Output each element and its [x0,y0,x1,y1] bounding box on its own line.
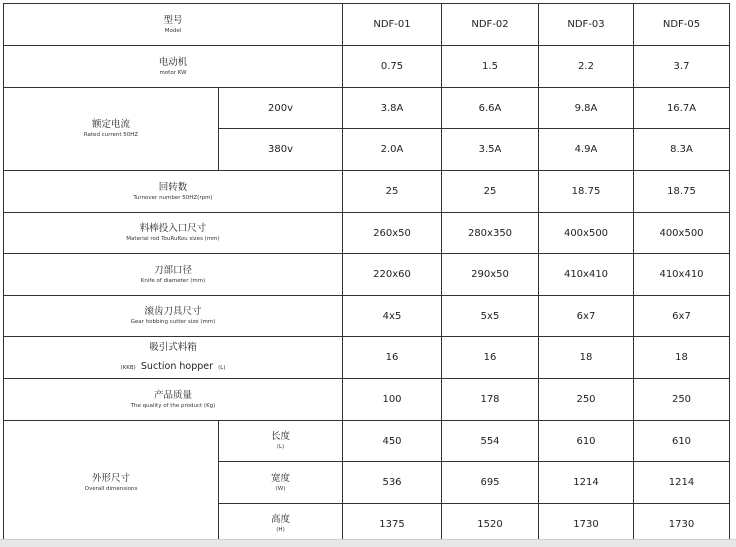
motor-value: 2.2 [539,46,634,88]
knife-label-cell [4,254,343,296]
hopper-label-suffix: (L) [218,365,226,371]
model-ndf-02: NDF-02 [442,4,539,46]
material-row [4,213,730,254]
hopper-row [4,337,730,379]
length-value: 610 [539,421,634,462]
current-value: 3.5A [442,129,539,171]
width-value: 1214 [634,462,730,504]
hobbing-value: 6x7 [634,296,730,337]
quality-value: 100 [343,379,442,421]
model-label-cell [4,4,343,46]
motor-row [4,46,730,88]
turnover-value: 18.75 [634,171,730,213]
width-value: 1214 [539,462,634,504]
hobbing-row [4,296,730,337]
motor-label-en: motor KW [159,69,187,76]
current-label-cn: 额定电流 [91,119,130,130]
turnover-value: 25 [442,171,539,213]
quality-label-en: The quality of the product (Kg) [130,402,216,409]
width-label-cell [219,462,343,504]
width-label-en: (W) [275,485,286,492]
length-value: 554 [442,421,539,462]
motor-label-cn: 电动机 [158,56,188,68]
motor-label-cell [4,46,343,88]
current-label-cell [4,88,219,171]
model-ndf-05: NDF-05 [634,4,730,46]
spec-table [3,3,730,545]
height-value: 1375 [343,504,442,545]
motor-value: 0.75 [343,46,442,88]
current-200v-row [4,88,730,129]
height-label-en: (H) [276,527,285,533]
current-value: 6.6A [442,88,539,129]
hobbing-value: 4x5 [343,296,442,337]
knife-value: 410x410 [634,254,730,296]
turnover-label-cn: 回转数 [158,181,188,193]
hopper-value: 16 [442,337,539,379]
material-label-en: Material rod TouRuKou sizes (mm) [126,236,220,242]
width-label-cn: 宽度 [270,472,290,484]
model-label-cn: 型号 [163,14,183,26]
length-label-en: (L) [276,444,285,450]
material-value: 400x500 [634,213,730,254]
hopper-label-cn: 吸引式料箱 [149,342,197,353]
quality-value: 250 [634,379,730,421]
motor-value: 3.7 [634,46,730,88]
turnover-value: 18.75 [539,171,634,213]
hobbing-label-cn: 滚齿刀具尺寸 [144,306,202,317]
length-value: 450 [343,421,442,462]
width-value: 695 [442,462,539,504]
dimensions-label-cn: 外形尺寸 [91,472,130,484]
hopper-value: 16 [343,337,442,379]
current-value: 16.7A [634,88,730,129]
hopper-value: 18 [539,337,634,379]
length-label-cell [219,421,343,462]
height-value: 1730 [634,504,730,545]
width-value: 536 [343,462,442,504]
knife-row [4,254,730,296]
turnover-label-cell [4,171,343,213]
quality-label-cell [4,379,343,421]
current-label-en: Rated current 50HZ [83,132,139,138]
height-value: 1730 [539,504,634,545]
motor-value: 1.5 [442,46,539,88]
current-value: 3.8A [343,88,442,129]
hobbing-label-cell [4,296,343,337]
model-label-en: Model [164,27,182,34]
hopper-label-cell [4,337,343,379]
current-value: 9.8A [539,88,634,129]
length-row [4,421,730,462]
hopper-value: 18 [634,337,730,379]
hobbing-value: 6x7 [539,296,634,337]
dimensions-label-en: Overall dimensions [84,485,138,492]
hopper-label-prefix: (KKB) [120,365,136,371]
material-value: 260x50 [343,213,442,254]
knife-value: 290x50 [442,254,539,296]
hobbing-value: 5x5 [442,296,539,337]
model-ndf-01: NDF-01 [343,4,442,46]
material-label-cell [4,213,343,254]
turnover-value: 25 [343,171,442,213]
quality-value: 178 [442,379,539,421]
material-value: 280x350 [442,213,539,254]
knife-value: 220x60 [343,254,442,296]
knife-label-cn: 刀部口径 [153,264,192,276]
knife-value: 410x410 [539,254,634,296]
quality-row [4,379,730,421]
current-value: 4.9A [539,129,634,171]
dimensions-label-cell [4,421,219,545]
length-value: 610 [634,421,730,462]
voltage-380v-label: 380v [219,129,343,171]
quality-label-cn: 产品质量 [153,389,192,401]
turnover-label-en: Turnover number 50HZ(rpm) [133,194,213,201]
current-value: 2.0A [343,129,442,171]
turnover-row [4,171,730,213]
height-value: 1520 [442,504,539,545]
model-ndf-03: NDF-03 [539,4,634,46]
current-value: 8.3A [634,129,730,171]
quality-value: 250 [539,379,634,421]
material-label-cn: 料棒投入口尺寸 [139,223,207,234]
voltage-200v-label: 200v [219,88,343,129]
header-row [4,4,730,46]
height-label-cn: 高度 [270,514,290,525]
material-value: 400x500 [539,213,634,254]
hobbing-label-en: Gear hobbing cutter size (mm) [130,319,216,325]
hopper-label-en: Suction hopper [140,361,214,372]
length-label-cn: 长度 [270,431,290,442]
knife-label-en: Knife of diameter (mm) [140,277,206,284]
